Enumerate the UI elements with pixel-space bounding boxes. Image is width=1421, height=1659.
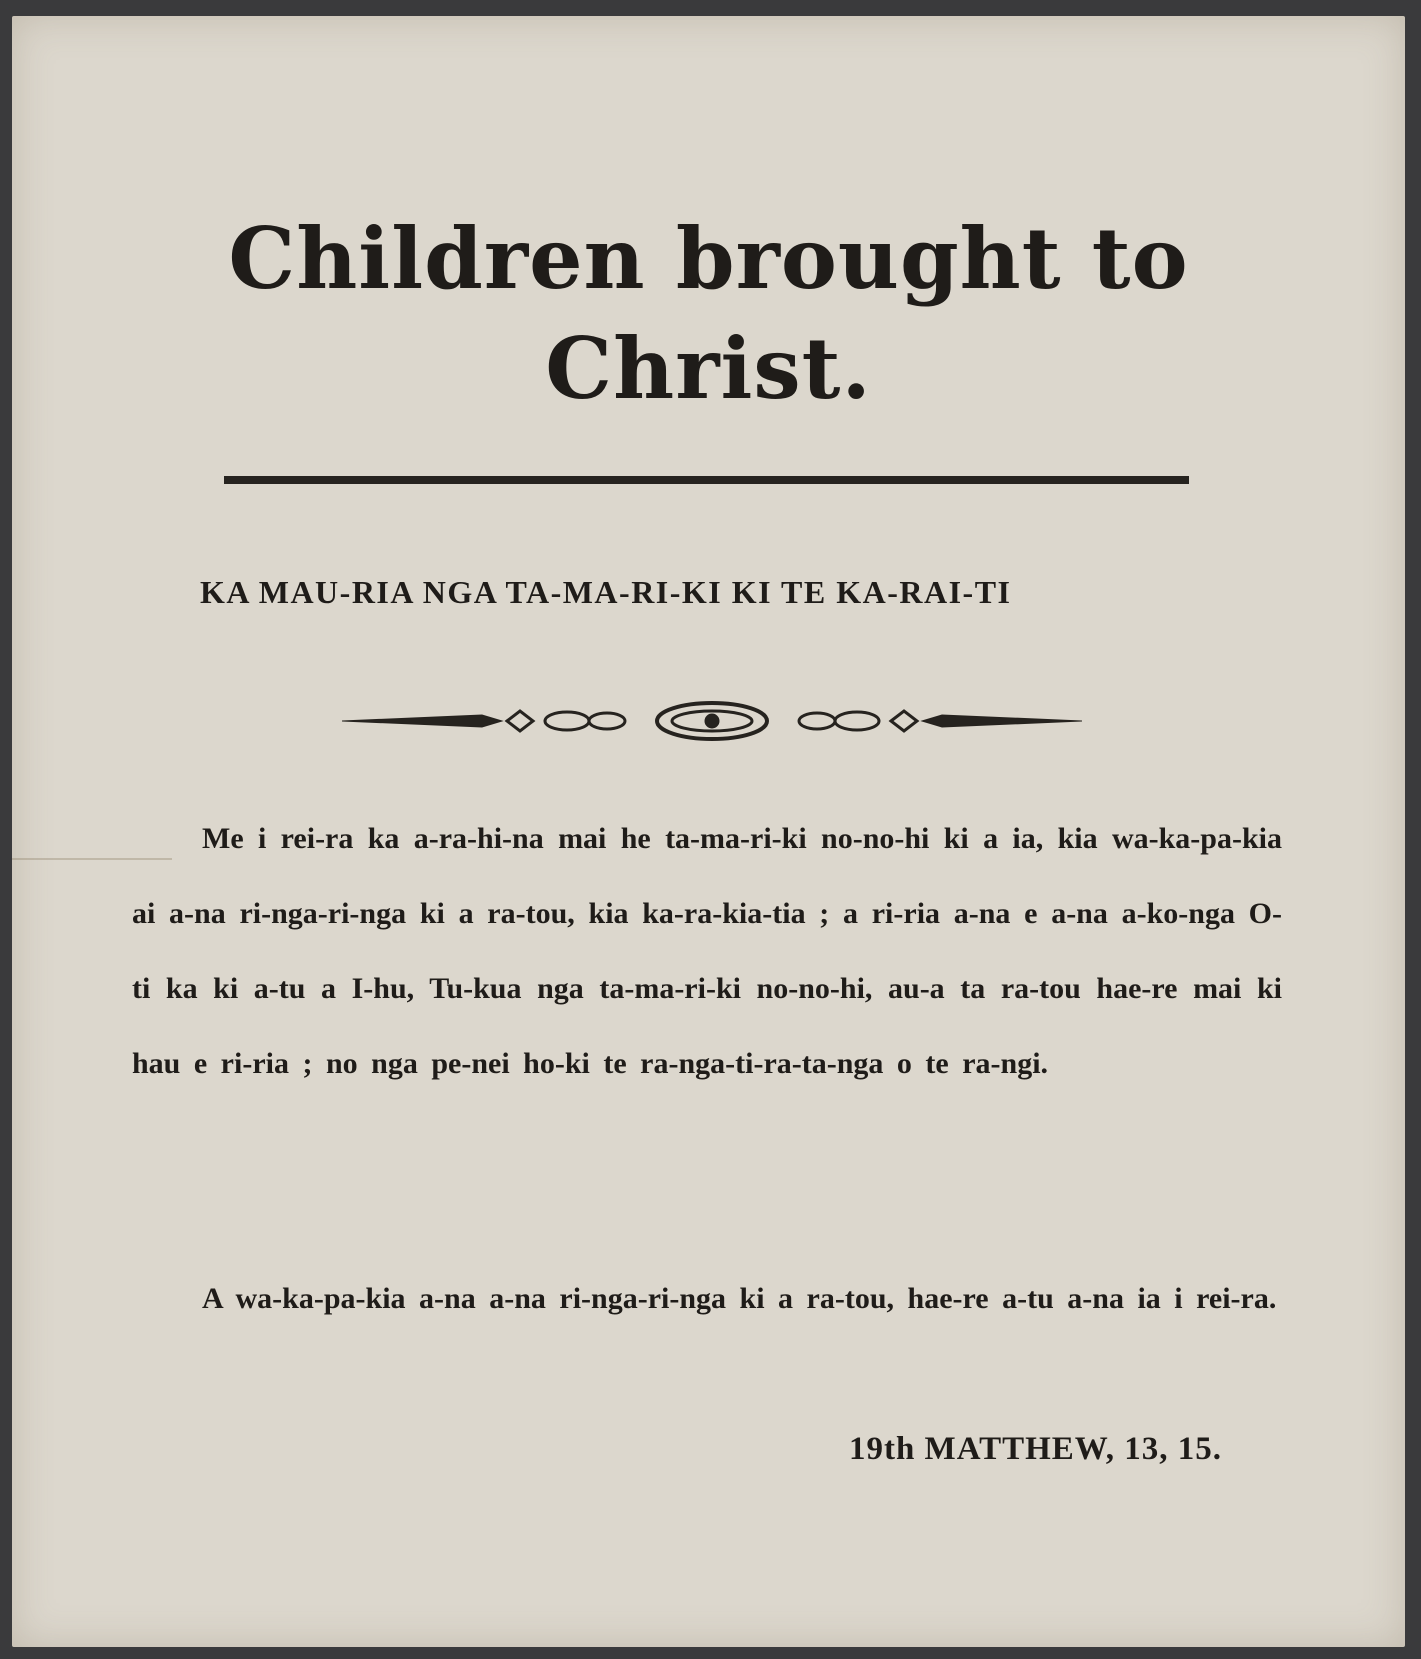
floral-dagger-ornament-icon xyxy=(342,696,1082,746)
horizontal-rule xyxy=(224,476,1189,484)
printed-sheet xyxy=(12,16,1405,1647)
body-paragraph-1: Me i rei-ra ka a-ra-hi-na mai he ta-ma-ri-ki no-no-hi ki a ia, kia wa-ka-pa-kia ai a-na ri-nga-ri-nga ki a ra-tou, kia ka-ra-kia-tia ; a ri-ria a-na e a-na a-ko-nga O-ti ka ki a-tu a I-hu, Tu-kua nga ta-ma-ri-ki no-no-hi, au-a ta ra-tou hae-re mai ki hau e ri-ria ; no nga pe-nei ho-ki te ra-nga-ti-ra-ta-nga o te ra-ngi. xyxy=(132,822,1282,1080)
title-line-1: Children brought to xyxy=(228,209,1189,308)
title-line-2: Christ. xyxy=(545,319,872,418)
page-title xyxy=(12,204,1405,424)
scripture-reference: 19th MATTHEW, 13, 15. xyxy=(848,1431,1222,1467)
body-paragraph-2: A wa-ka-pa-kia a-na a-na ri-nga-ri-nga ki a ra-tou, hae-re a-tu a-na ia i rei-ra. xyxy=(202,1282,1277,1315)
subtitle: KA MAU-RIA NGA TA-MA-RI-KI KI TE KA-RAI-TI xyxy=(200,574,1012,610)
